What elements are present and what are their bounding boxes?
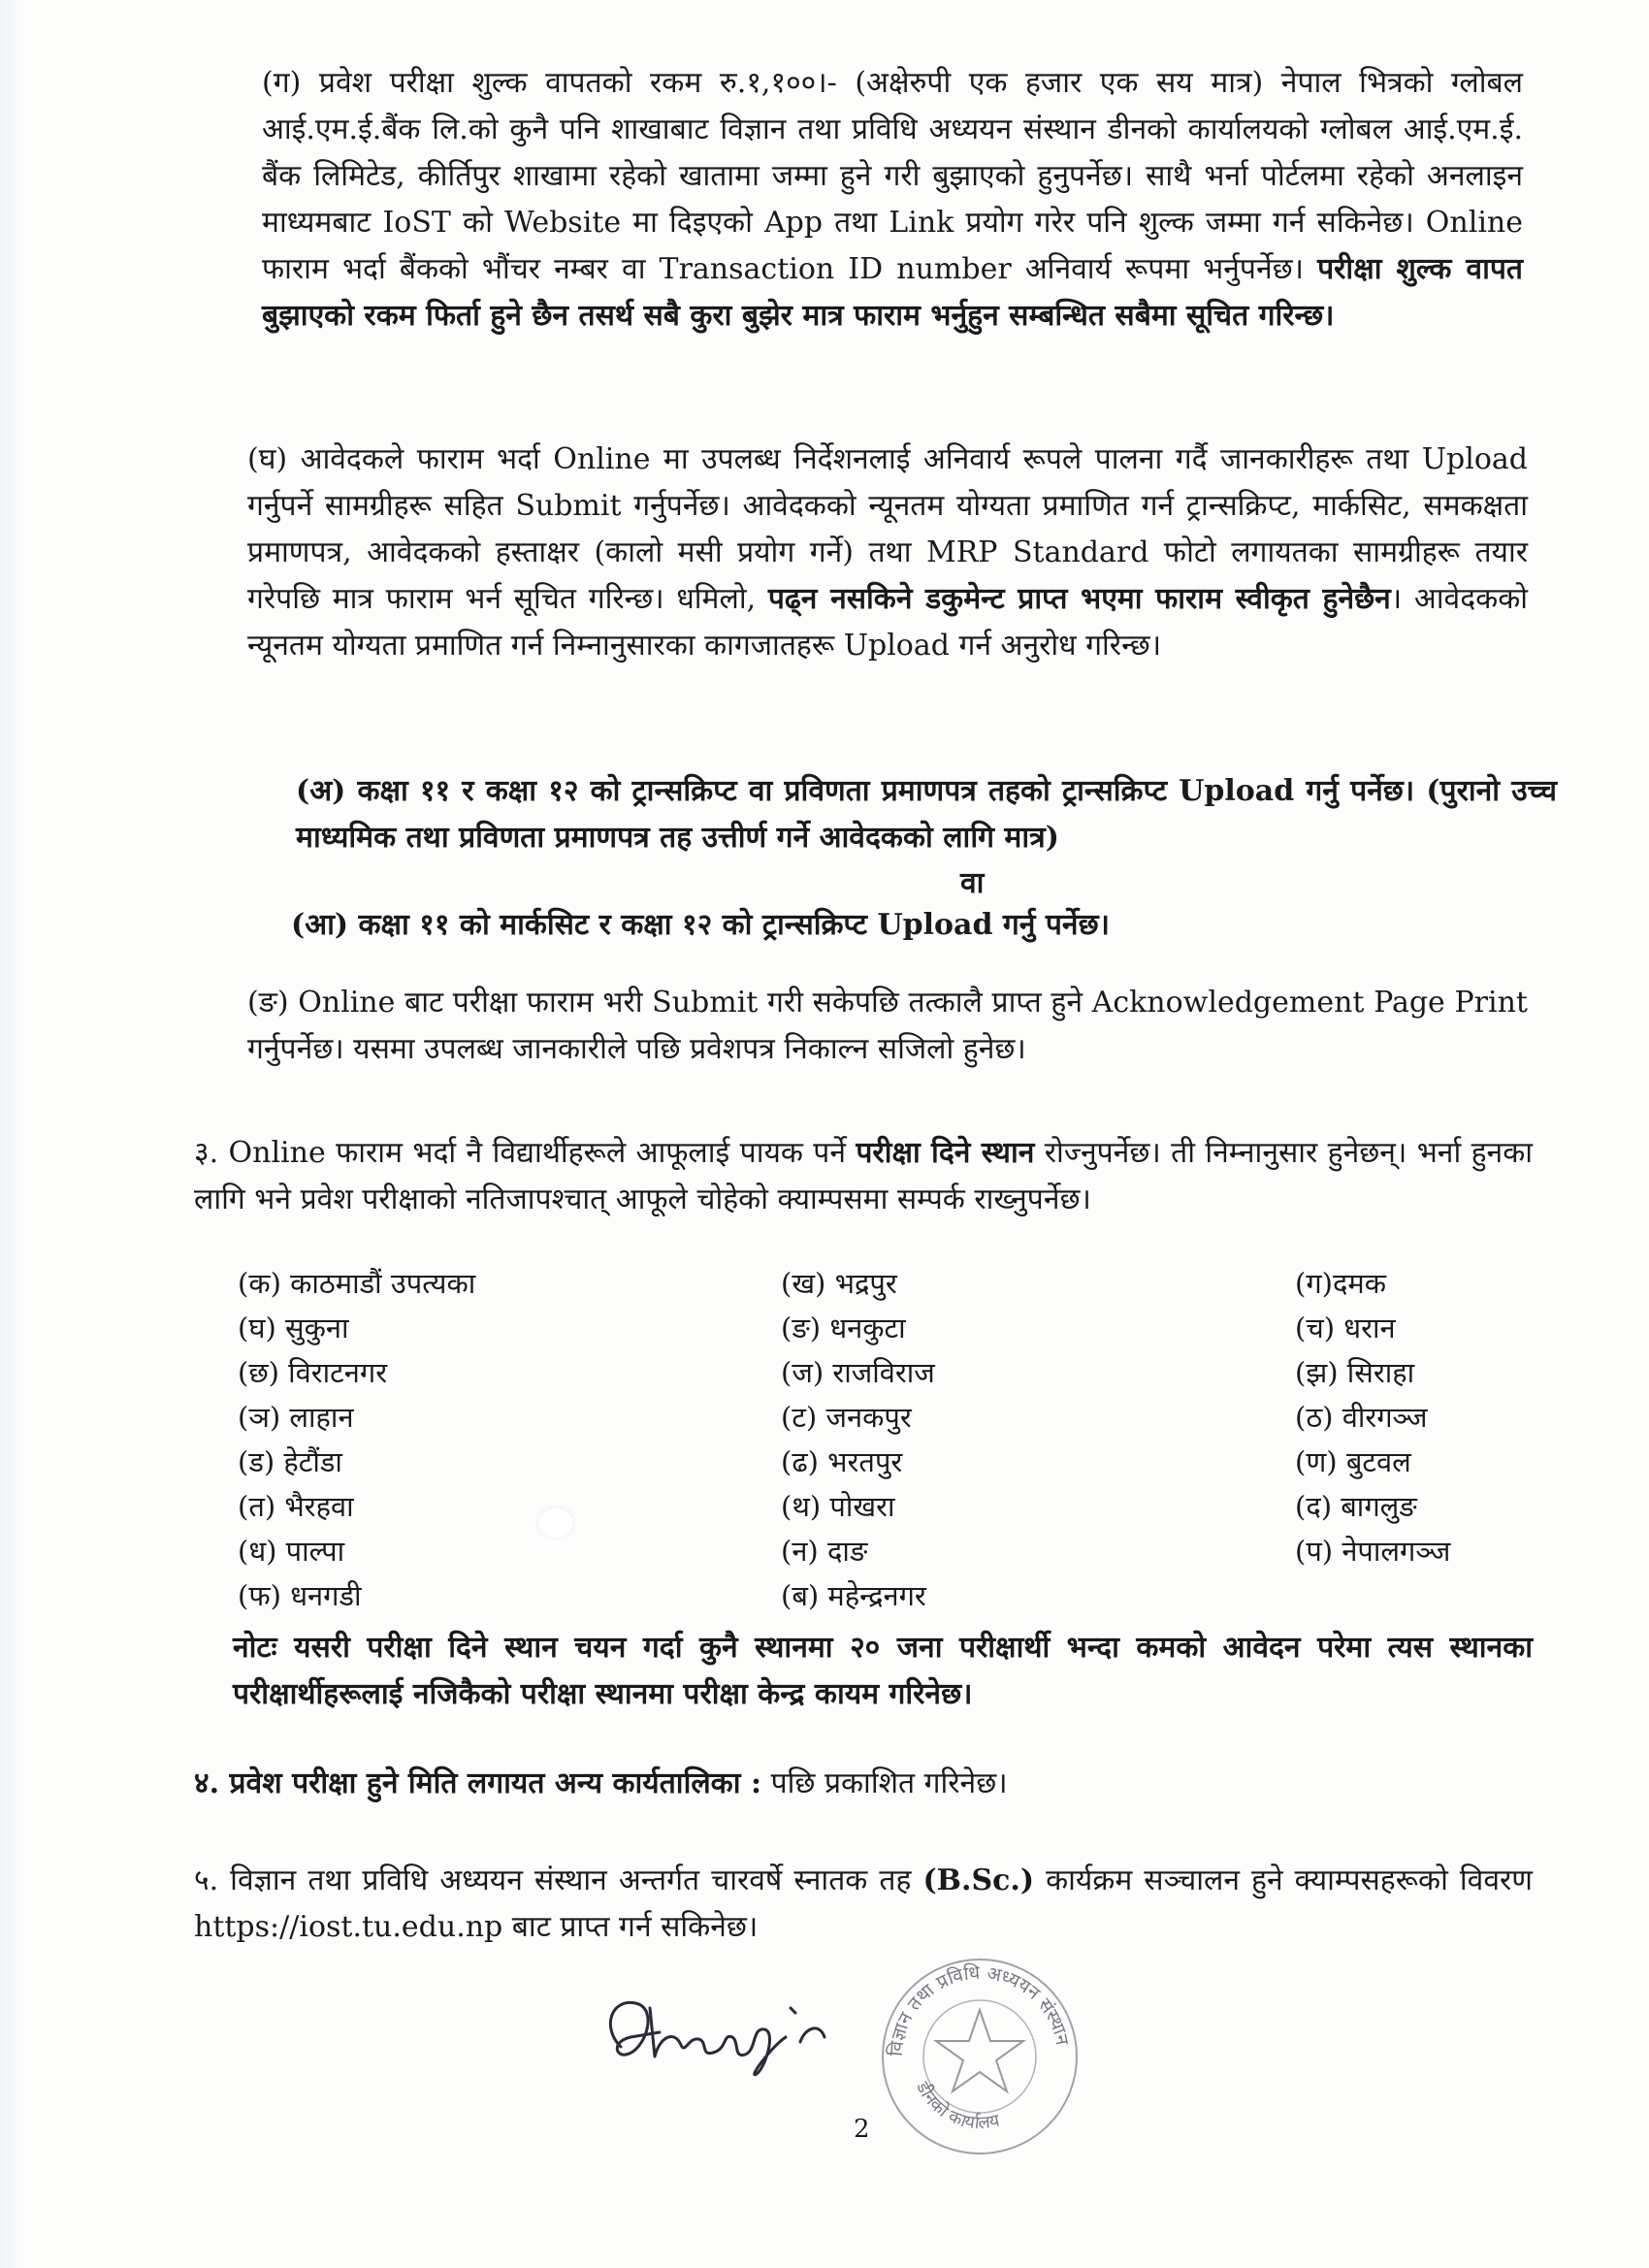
seal-text-inner: डीनको कार्यालय	[912, 2078, 1002, 2134]
exam-center-item: (ठ) वीरगञ्ज	[1295, 1401, 1428, 1434]
paragraph-gha-text-after: । आवेदकको न्यूनतम योग्यता प्रमाणित गर्न निम्नानुसारका कागजातहरू Upload गर्न अनुरोध गरिन्छ।	[247, 582, 1529, 663]
exam-center-item: (ढ) भरतपुर	[781, 1445, 903, 1478]
exam-center-item: (ध) पाल्पा	[238, 1535, 345, 1568]
paragraph-gha-text: (घ) आवेदकले फाराम भर्दा Online मा उपलब्ध निर्देशनलाई अनिवार्य रूपले पालना गर्दै जानकारीहरू तथा Upload गर्नुपर्ने सामग्रीहरू सहित Submit गर्नुपर्नेछ। आवेदकको न्यूनतम योग्यता प्रमाणित गर्न ट्रान्सक्रिप्ट, मार्कसिट, समकक्षता प्रमाणपत्र, आवेदकको हस्ताक्षर (कालो मसी प्रयोग गर्ने) तथा MRP Standard फोटो लगायतका सामग्रीहरू तयार गरेपछि मात्र फाराम भर्न सूचित गरिन्छ। धमिलो,	[247, 442, 1528, 616]
exam-center-item: (न) दाङ	[781, 1535, 868, 1568]
scan-blemish	[538, 1508, 573, 1538]
svg-text:डीनको कार्यालय	[912, 2077, 1002, 2133]
exam-center-item: (ड) हेटौंडा	[238, 1445, 342, 1478]
paragraph-ga	[262, 60, 1523, 340]
exam-center-item: (ट) जनकपुर	[781, 1401, 912, 1434]
exam-centers-column-2	[781, 1261, 935, 1618]
paragraph-ga-text: (ग) प्रवेश परीक्षा शुल्क वापतको रकम रु.१,१००।- (अक्षेरुपी एक हजार एक सय मात्र) नेपाल भित्रको ग्लोबल आई.एम.ई.बैंक लि.को कुनै पनि शाखाबाट विज्ञान तथा प्रविधि अध्ययन संस्थान डीनको कार्यालयको ग्लोबल आई.एम.ई. बैंक लिमिटेड, कीर्तिपुर शाखामा रहेको खातामा जम्मा हुने गरी बुझाएको हुनुपर्नेछ। साथै भर्ना पोर्टलमा रहेको अनलाइन माध्यमबाट IoST को Website मा दिइएको App तथा Link प्रयोग गरेर पनि शुल्क जम्मा गर्न सकिनेछ। Online फाराम भर्दा बैंकको भौंचर नम्बर वा Transaction ID number अनिवार्य रूपमा भर्नुपर्नेछ।	[262, 66, 1523, 286]
exam-center-item: (ख) भद्रपुर	[781, 1267, 897, 1300]
section-3	[194, 1130, 1533, 1223]
exam-center-item: (घ) सुकुना	[238, 1312, 349, 1345]
scan-edge-shading	[0, 0, 25, 2268]
exam-center-item: (ण) बुटवल	[1295, 1445, 1411, 1478]
exam-center-item: (ग)दमक	[1295, 1267, 1386, 1300]
section-5-text-after: कार्यक्रम सञ्चालन हुने क्याम्पसहरूको विवरण https://iost.tu.edu.np बाट प्राप्त गर्न सकिनेछ।	[194, 1863, 1533, 1944]
paragraph-gha	[247, 437, 1528, 669]
paragraph-gha-bold-text: पढ्न नसकिने डकुमेन्ट प्राप्त भएमा फाराम स्वीकृत हुनेछैन	[767, 582, 1391, 616]
exam-centers-column-3	[1295, 1261, 1450, 1573]
signature-drawing	[592, 1969, 844, 2086]
section-5-bold-text: (B.Sc.)	[922, 1863, 1035, 1897]
exam-center-item: (द) बागलुङ	[1295, 1490, 1417, 1523]
section-3-text-after: रोज्नुपर्नेछ। ती निम्नानुसार हुनेछन्। भर्ना हुनका लागि भने प्रवेश परीक्षाको नतिजापश्चात् आफूले चोहेको क्याम्पसमा सम्पर्क राख्नुपर्नेछ।	[194, 1136, 1533, 1216]
section-5	[194, 1858, 1533, 1951]
note-paragraph: नोटः यसरी परीक्षा दिने स्थान चयन गर्दा कुनै स्थानमा २० जना परीक्षार्थी भन्दा कमको आवेदन परेमा त्यस स्थानका परीक्षार्थीहरूलाई नजिकैको परीक्षा स्थानमा परीक्षा केन्द्र कायम गरिनेछ।	[233, 1631, 1533, 1711]
exam-center-item: (ङ) धनकुटा	[781, 1312, 906, 1345]
exam-center-item: (झ) सिराहा	[1295, 1356, 1415, 1389]
exam-center-item: (च) धरान	[1295, 1312, 1396, 1345]
sub-item-a: (अ) कक्षा ११ र कक्षा १२ को ट्रान्सक्रिप्ट वा प्रविणता प्रमाणपत्र तहको ट्रान्सक्रिप्ट Upload गर्नु पर्नेछ। (पुरानो उच्च माध्यमिक तथा प्रविणता प्रमाणपत्र तह उत्तीर्ण गर्ने आवेदकको लागि मात्र)	[296, 774, 1557, 855]
exam-center-item: (क) काठमाडौं उपत्यका	[238, 1267, 476, 1300]
official-seal	[863, 1940, 1096, 2173]
paragraph-ga-bold-text: परीक्षा शुल्क वापत बुझाएको रकम फिर्ता हुने छैन तसर्थ सबै कुरा बुझेर मात्र फाराम भर्नुहुन सम्बन्धित सबैमा सूचित गरिन्छ।	[262, 252, 1524, 333]
exam-centers-column-1	[238, 1261, 475, 1618]
section-4	[194, 1761, 1533, 1807]
section-4-bold-text: ४. प्रवेश परीक्षा हुने मिति लगायत अन्य कार्यतालिका :	[194, 1766, 762, 1800]
paragraph-nga: (ङ) Online बाट परीक्षा फाराम भरी Submit गरी सकेपछि तत्कालै प्राप्त हुने Acknowledgement Page Print गर्नुपर्नेछ। यसमा उपलब्ध जानकारीले पछि प्रवेशपत्र निकाल्न सजिलो हुनेछ।	[247, 986, 1528, 1066]
exam-center-item: (त) भैरहवा	[238, 1490, 354, 1523]
section-5-text-before: ५. विज्ञान तथा प्रविधि अध्ययन संस्थान अन्तर्गत चारवर्षे स्नातक तह	[194, 1863, 912, 1897]
sub-item-aa: (आ) कक्षा ११ को मार्कसिट र कक्षा १२ को ट्रान्सक्रिप्ट Upload गर्नु पर्नेछ।	[291, 908, 1110, 942]
section-4-text-after: पछि प्रकाशित गरिनेछ।	[770, 1766, 1008, 1800]
exam-center-item: (ब) महेन्द्रनगर	[781, 1579, 926, 1612]
exam-center-item: (प) नेपालगञ्ज	[1295, 1535, 1451, 1568]
seal-text-outer: विज्ञान तथा प्रविधि अध्ययन संस्थान	[885, 1961, 1074, 2057]
section-3-bold-text: परीक्षा दिने स्थान	[856, 1136, 1035, 1170]
sub-item-or: वा	[960, 866, 985, 900]
page-number: 2	[854, 2115, 870, 2144]
exam-center-item: (थ) पोखरा	[781, 1490, 895, 1523]
exam-center-item: (फ) धनगडी	[238, 1579, 362, 1612]
svg-text:विज्ञान तथा प्रविधि अध्ययन संस	[885, 1961, 1073, 2057]
exam-center-item: (ज) राजविराज	[781, 1356, 935, 1389]
exam-center-item: (ञ) लाहान	[238, 1401, 354, 1434]
exam-center-item: (छ) विराटनगर	[238, 1356, 388, 1389]
section-3-text-before: ३. Online फाराम भर्दा नै विद्यार्थीहरूले आफूलाई पायक पर्ने	[194, 1136, 846, 1170]
